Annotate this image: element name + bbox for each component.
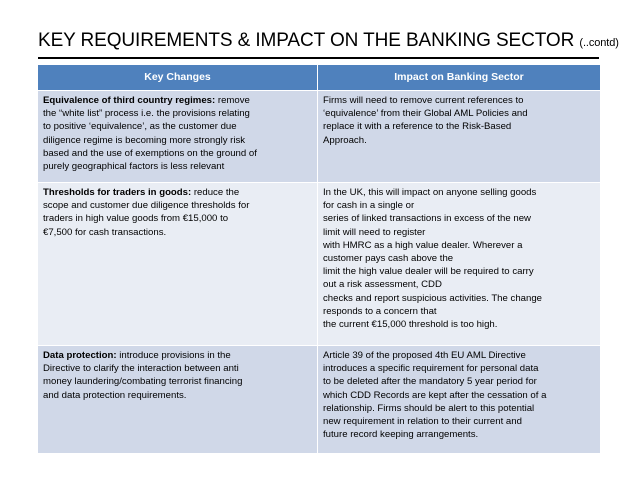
impact-line: introduces a specific requirement for personal data <box>323 363 539 375</box>
impact-line: ‘equivalence’ from their Global AML Policies and <box>323 108 528 120</box>
requirements-table <box>37 64 601 454</box>
key-change-line: money laundering/combating terrorist financing <box>43 376 243 388</box>
key-change-line: reduce the <box>191 187 240 198</box>
key-change-line: €7,500 for cash transactions. <box>43 226 167 238</box>
table-row <box>38 91 601 183</box>
impact-line: new requirement in relation to their current and <box>323 416 522 428</box>
slide-title-text: KEY REQUIREMENTS & IMPACT ON THE BANKING SECTOR <box>38 30 575 51</box>
key-change-line: to positive ‘equivalence’, as the customer due <box>43 121 237 133</box>
impact-line: with HMRC as a high value dealer. Wherever a <box>323 239 523 251</box>
impact-line: Article 39 of the proposed 4th EU AML Directive <box>323 350 526 361</box>
key-change-lead: Equivalence of third country regimes: <box>43 95 216 106</box>
column-header-key-changes: Key Changes <box>38 65 318 91</box>
table-header-row <box>38 65 601 91</box>
impact-line: responds to a concern that <box>323 305 437 317</box>
impact-line: series of linked transactions in excess of the new <box>323 213 531 225</box>
impact-line: customer pays cash above the <box>323 253 454 265</box>
impact-line: future record keeping arrangements. <box>323 429 479 441</box>
impact-line: relationship. Firms should be alert to this potential <box>323 402 535 414</box>
key-change-line: scope and customer due diligence thresholds for <box>43 200 250 212</box>
slide-title-suffix: (..contd) <box>579 37 619 49</box>
key-change-line: the “white list” process i.e. the provisions relating <box>43 108 250 120</box>
key-change-line: based and the use of exemptions on the ground of <box>43 147 257 159</box>
table-row <box>38 183 601 346</box>
impact-cell <box>318 346 601 454</box>
key-change-line: Directive to clarify the interaction between anti <box>43 363 239 375</box>
impact-line: which CDD Records are kept after the cessation of a <box>323 389 547 401</box>
impact-line: replace it with a reference to the Risk-Based <box>323 121 512 133</box>
impact-cell <box>318 183 601 346</box>
impact-line: out a risk assessment, CDD <box>323 279 442 291</box>
key-change-line: traders in high value goods from €15,000 to <box>43 213 229 225</box>
impact-line: checks and report suspicious activities. The change <box>323 292 542 304</box>
impact-cell <box>318 91 601 183</box>
key-change-lead: Thresholds for traders in goods: <box>43 187 192 198</box>
key-change-line: diligence regime is becoming more strongly risk <box>43 134 246 146</box>
impact-line: Firms will need to remove current references to <box>323 95 524 106</box>
impact-line: limit will need to register <box>323 226 426 238</box>
impact-line: In the UK, this will impact on anyone selling goods <box>323 187 537 198</box>
slide-title <box>38 30 628 52</box>
impact-line: for cash in a single or <box>323 200 415 212</box>
key-change-cell <box>38 183 318 346</box>
key-change-line: purely geographical factors is less relevant <box>43 161 225 173</box>
impact-line: the current €15,000 threshold is too high. <box>323 319 498 331</box>
key-change-cell <box>38 346 318 454</box>
key-change-lead: Data protection: <box>43 350 117 361</box>
table-row <box>38 346 601 454</box>
title-underline <box>38 57 599 59</box>
key-change-line: remove <box>215 95 250 106</box>
key-change-cell <box>38 91 318 183</box>
key-change-line: and data protection requirements. <box>43 389 187 401</box>
impact-line: limit the high value dealer will be required to carry <box>323 266 534 278</box>
key-change-line: introduce provisions in the <box>116 350 231 361</box>
impact-line: to be deleted after the mandatory 5 year period for <box>323 376 537 388</box>
column-header-impact: Impact on Banking Sector <box>318 65 601 91</box>
impact-line: Approach. <box>323 134 367 146</box>
